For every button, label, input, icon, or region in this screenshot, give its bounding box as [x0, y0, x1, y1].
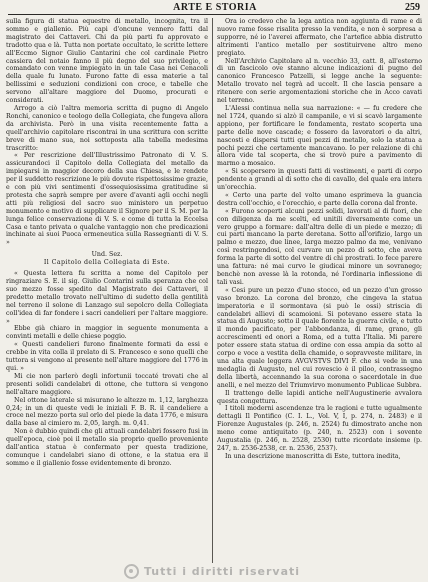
paragraph: « Furono scoperti alcuni pezzi solidi, lavorati al di fuori, che con diligenza da me scelti, ed unitili diversamente come un vero gruppo a formare: dall'altra delle di un piede e mezzo; di cui parti mancano la parte deretana. Sotto all'orifizio, largo un palmo e mezzo, due linee, larga mezzo palmo da me, venivano così restringendosi, col curvare un pezzo di sotto, che aveva forma la parte di sotto del ventre di chi prostrati. Io fece parere una fattura: né mai curvo le giudicai minore un sovranego; benchè non avesse là la rotonda, né l'ordinaria infiessione di tali vasi. — [217, 207, 422, 286]
page-header — [10, 2, 420, 14]
copyright-icon — [124, 564, 139, 579]
paragraph: « Cesi pure un pezzo d'uno stocco, ed un pezzo d'un grosso vaso bronzo. La corona del bronzo, che cingeva la statua imperatoria e il sormontava (si può le ossi) striscia di candelabri allievi di scamoioni. Si potevano essere stata la statua di Augusto; sotto il quale fiorente la guerra civile, e tutto il mondo pacificato, per l'abbondanza, di rame, grano, gli accrescimenti ed onori a Roma, ed a tutta l'Italia. Mi parere poter essere stata statua di ordine con essa ampia da sotto al corpo e voce a vestita della chamide, o sopravveste militare, in una alta quale leggera AVGVSTVS DIVI F. che si vede in una medaglia di Augusto, nel cui rovescio è il piloo, contrassegno della libertà, accennando la sua corona o sacerdotale in due anelli, e nel mezzo del Triumvirvo monumento Publicae Subbra. — [217, 286, 422, 389]
paragraph: « Si scopersero in questi fatti di vestimenti, e parti di corpo pendente a grandi al di sotto che di cavallo, del quale era intera un'orecchia. — [217, 168, 422, 192]
paragraph: Nell'Archivio Capitolare al n. vecchio 33, catt. 8, all'esterno di un fascicolo ove stanno alcune indicazioni di pugno del canonico Francesco Patzelli, si legge anche la seguente: Metallo trovato nel tegrà ad uccelt. Il che lascia pensare a ritenere con serie argomentazioni storiche che in Acco cavati nel terreno. — [217, 57, 422, 105]
paragraph: Arrogo a ciò l'altra memoria scritta di pugno di Angelo Ronchi, canonico e teologo della Collegiata, che fungeva allora da archivista. Però in una visita recentemente fatta a quell'archivio capitolare riscontrai in una scrittura con scritte breve di mano sua, noi sottoposta alla tabella medesima trascritto: — [6, 104, 208, 152]
paragraph: « Questa lettera fu scritta a nome del Capitolo per ringraziare S. E. il sig. Giulio Contarini sulla speranza che col suo mezzo fosse spedito dal Magistrato dei Cattaveri, il predetto metallo trovato nell'ultimo di sudetto della gentilità nel terreno il solone di Lanzago sul sepolcro della Collegiata coll'idea di far fondere i sacri candelieri per l'altare maggiore. » — [6, 270, 208, 325]
paragraph: Il trattengo delle lapidi antiche nell'Augustinerie avvalora questa congettura. — [217, 389, 422, 405]
paragraph: Mi cie non parlerò degli infortunii toccaté trovati che al presenti solidi candelabri di ottone, che tuttora si vengono nell'altare maggiore. — [6, 372, 208, 396]
right-column — [217, 18, 422, 461]
paragraph: « Per rescrizione dell'Illustrissimo Patronato di V. S. assicurandoci il Capitolo della Collegiata del metallo da impiegarsi in maggior decoro della sua Chiesa, e le rendete per il suddetto rescrizione le più dovute rispettosissime grazie, e con più vivi sentimenti d'ossequiosissima gratitudine si protesta che saprà sempre per avere d'avanti agli occhi negli atti più religiosi del sacro suo ministero un perpetuo monumento e motivo di supplicare il Signore per il S. M. per la lunga felice conservazione di V. S. e come di tutta la Eccelsa Casa e tanto privata o qualche vantaggio non che predicazioni inchinate ai suoi Puoca ermeneutica sulla Rassegnanti di V. S. » — [6, 152, 208, 247]
paragraph: Ebbe già chiaro in maggior in seguente monumenta a convinti metalli e delle chiese poggio. — [6, 325, 208, 341]
header-rule — [8, 14, 420, 15]
section-heading: Und. Sez. — [91, 251, 123, 259]
section-subheading: Il Capitolo della Collegiata di Este. — [43, 259, 171, 267]
paragraph: L'Alessi continua nella sua narrazione: « — fu credere che nel 1724, quando si alzò il campanile, e vi si scavò largamente appiono, per fortificare le fondamenta, restato scoperta una parte delle nove cascade; e fossero da lavoratori o da altri, nascosti e dispersi tutti quei pezzi di metallo, solo la statua a pochi pezzi che certamente mancavano. Io per relazione di chi allora vide tal scoperta, che si trovò pure a pavimento di marmo a mosaico. — [217, 104, 422, 168]
left-column — [6, 18, 208, 468]
paragraph: Nel ottone laterale si misurano le altezze m. 1,12, larghezza 0,24; in un di queste vedi le iniziali F. B. R. il candeliere a croce nel mezzo porta sul orlo del piede la data 1776, e misura dalla base al cimiero m. 2,05, largh. m. 0,41. — [6, 396, 208, 428]
paragraph: « Certo una parte del volto umano esprimeva la guancia destra coll'occhio, e l'orecchio, e parte della corona dal fronte. — [217, 191, 422, 207]
paragraph: sulla figura di statua equestre di metallo, incognita, tra il sommo e giallenio. Più capi d'oncune vennero fatti dal magistrato dei Cattaveri. Chi da più parti fu approvato e tradotto qua e là. Tutta non portate occultato, le scritte lettere all'Eccmo Signor Giulio Cantarini che col cardinale Pietro cassiera del notaio fanno il più degno del suo privilegio, e comandato con venne impiegato in un tale Casa nei Cenacoli della quale fu lunato. Furono fatte di essa materie a tal bellissimi e seduzioni condizioni con croce, e tabelle che servono all'altare maggiore del Duomo, procurati e considerati. — [6, 18, 208, 105]
paragraph: I titoli moderni ascendenze tra le ragioni e tutte ugualmente dettagli Il Pontifico (C. I. L., Vol. V, I, p. 274, n. 2483) e il Fiorenze Augustales (p. 246, n. 2524) fu dimostrato anche non meno come antiquitato (p. 240, n. 2523) con i sovente Augustalia (p. 246, n. 2528, 2530) tutte ricordate insieme (p. 247, n. 2536-2538, cr. n. 2536, 2537). — [217, 405, 422, 452]
paragraph: Ora io credevo che la lega antica non aggiunta di rame e di nuovo rame fosse risalita presso la vendita, e non è sorpresa a supporre, né io l'averei affermato, che l'artefice abbia distrutto altrimenti l'antico metallo per sostituirvene altro meno pregiato. — [217, 18, 422, 57]
watermark-text: Tutti i diritti riservati — [143, 564, 301, 578]
journal-title: ARTE E STORIA — [173, 2, 257, 13]
copyright-watermark — [92, 562, 332, 580]
paragraph: In una descrizione manoscritta di Este, tuttora inedita, — [225, 452, 401, 460]
page-number: 259 — [405, 2, 420, 13]
paragraph: Non è dubbio quindi che gli attuali candelabri fossero fusi in quell'epoca, cioè poi il metallo sia proprio quello proveniente dall'antica statua è confermato per questa tradizione, comunque i candelabri siano di ottone, e la statua era il sommo e il giallenio fosse evidentemente di bronzo. — [6, 428, 209, 467]
paragraph: « Questi candelieri furono finalmente formati da essi e crebbe in vita colla il prelato di S. Francesco e sono quelli che tuttora si vengono al presente nell'altare maggiore del 1776 in qui. » — [6, 341, 208, 372]
column-divider — [212, 18, 213, 563]
